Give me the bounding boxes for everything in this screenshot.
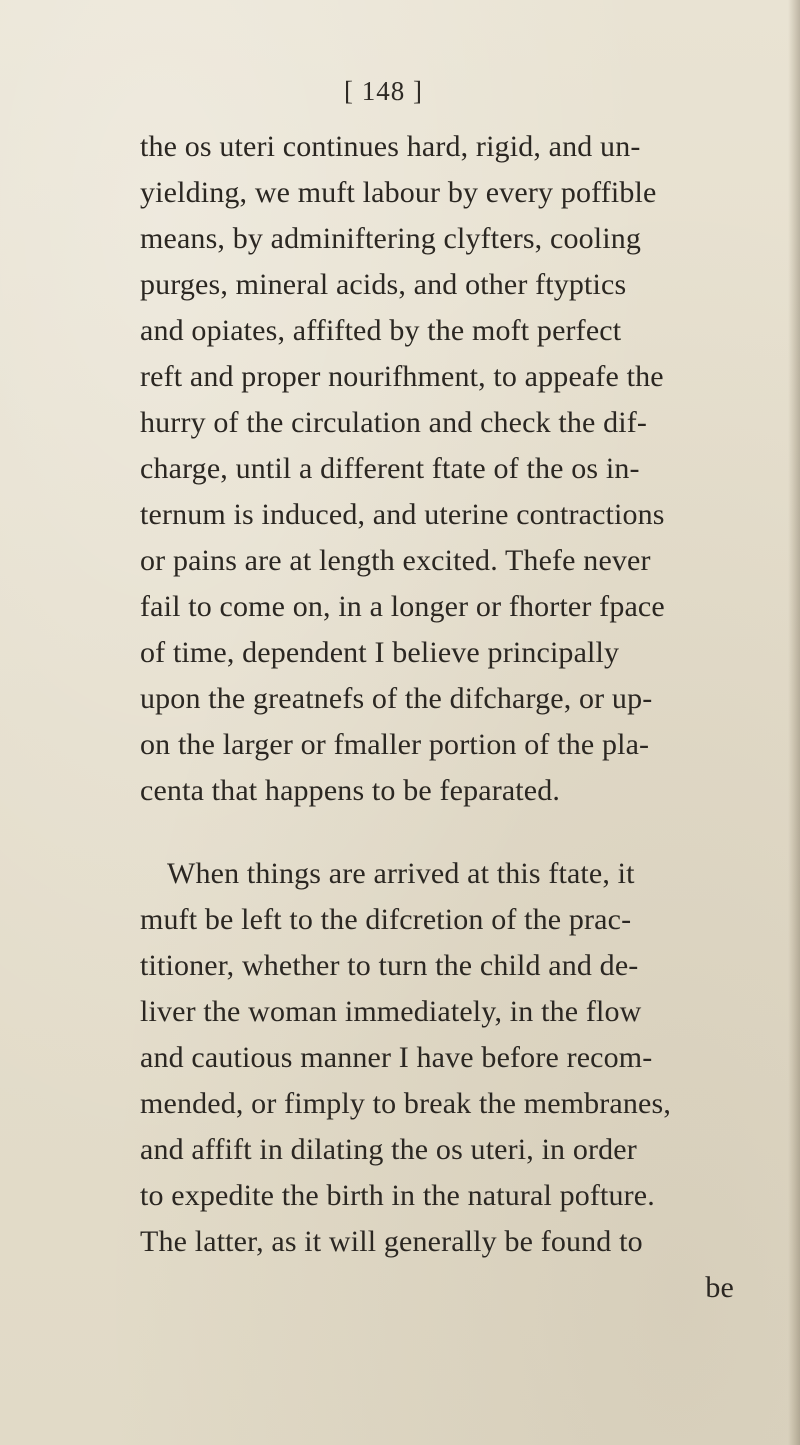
text-line: the os uteri continues hard, rigid, and un- [140, 130, 641, 163]
text-line: to expedite the birth in the natural pofture. [140, 1179, 655, 1212]
text-line: ternum is induced, and uterine contractions [140, 498, 665, 531]
text-line: mended, or fimply to break the membranes, [140, 1087, 671, 1120]
text-line: upon the greatnefs of the difcharge, or up- [140, 682, 653, 715]
text-line: When things are arrived at this ftate, it [167, 857, 635, 890]
catchword: be [705, 1271, 734, 1304]
page-number: [ 148 ] [344, 76, 423, 106]
text-line: charge, until a different ftate of the os in- [140, 452, 640, 485]
text-line: and opiates, affifted by the moft perfect [140, 314, 622, 347]
text-line: hurry of the circulation and check the dif- [140, 406, 648, 439]
text-line: on the larger or fmaller portion of the pla- [140, 728, 650, 761]
text-line: or pains are at length excited. Thefe never [140, 544, 651, 577]
text-line: and cautious manner I have before recom- [140, 1041, 653, 1074]
text-line: The latter, as it will generally be found to [140, 1225, 643, 1258]
paragraph-1 [140, 124, 740, 814]
page-edge-shadow [788, 0, 800, 1445]
text-line: centa that happens to be feparated. [140, 774, 561, 807]
body-text [140, 124, 740, 1311]
paragraph-2 [140, 851, 740, 1311]
text-line: muft be left to the difcretion of the prac- [140, 903, 632, 936]
text-line: reft and proper nourifhment, to appeafe the [140, 360, 664, 393]
text-line: and affift in dilating the os uteri, in order [140, 1133, 637, 1166]
text-line: fail to come on, in a longer or fhorter fpace [140, 590, 665, 623]
text-line: titioner, whether to turn the child and de- [140, 949, 639, 982]
text-line: means, by adminiftering clyfters, cooling [140, 222, 642, 255]
text-line: purges, mineral acids, and other ftyptics [140, 268, 627, 301]
text-line: liver the woman immediately, in the flow [140, 995, 642, 1028]
text-line: of time, dependent I believe principally [140, 636, 620, 669]
text-line: yielding, we muft labour by every poffible [140, 176, 657, 209]
